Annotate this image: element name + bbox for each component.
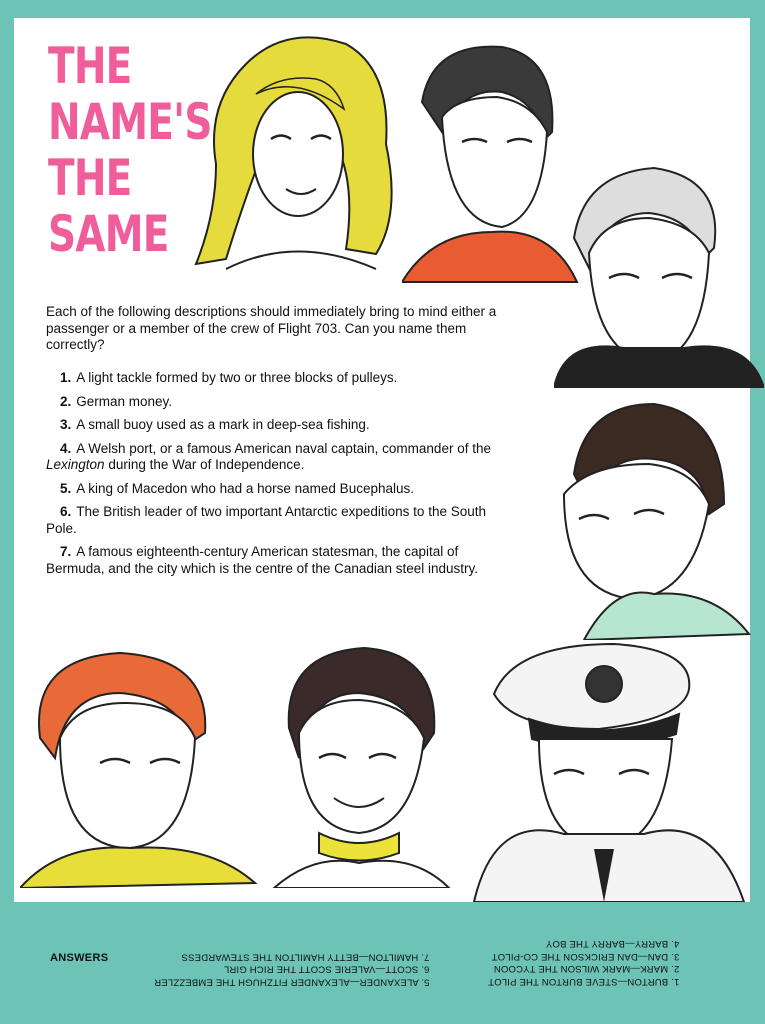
ship-name: Lexington <box>46 457 105 472</box>
portrait-boy <box>20 638 260 888</box>
question-number: 3. <box>60 417 72 432</box>
answer-line: 5. ALEXANDER—ALEXANDER FITZHUGH THE EMBEZZLER <box>154 976 430 988</box>
title-line: THE <box>48 37 132 95</box>
answer-line: 3. DAN—DAN ERICKSON THE CO-PILOT <box>491 951 680 962</box>
question-text: A light tackle formed by two or three blocks of pulleys. <box>76 370 398 385</box>
answer-line: 2. MARK—MARK WILSON THE TYCOON <box>493 963 680 975</box>
question-number: 4. <box>60 440 72 456</box>
page-panel <box>14 18 750 902</box>
answers-block-right <box>488 937 679 987</box>
question-item <box>46 417 502 434</box>
portrait-stewardess <box>264 638 454 888</box>
question-text: German money. <box>76 393 173 409</box>
answers-block-left <box>154 950 429 988</box>
portrait-naval-officer <box>454 634 750 902</box>
question-text: A small buoy used as a mark in deep-sea fishing. <box>76 417 370 432</box>
question-number: 1. <box>60 370 72 385</box>
answers-label: ANSWERS <box>50 952 109 964</box>
answer-line: 1. BURTON—STEVE BURTON THE PILOT <box>488 976 680 987</box>
title-line: SAME <box>48 205 169 263</box>
intro-paragraph: Each of the following descriptions should immediately bring to mind either a passenger or a member of the crew of Flight 703. Can you name them correctly? <box>46 304 497 352</box>
question-number: 6. <box>60 504 72 519</box>
answer-line: 4. BARRY—BARRY THE BOY <box>545 938 680 950</box>
answer-line: 7. HAMILTON—BETTY HAMILTON THE STEWARDESS <box>181 951 430 963</box>
question-text: The British leader of two important Antarctic expeditions to the South Pole. <box>46 504 486 536</box>
question-number: 7. <box>60 544 72 559</box>
question-item <box>46 504 502 537</box>
portrait-blonde-woman <box>186 24 416 274</box>
answer-line: 6. SCOTT—VALERIE SCOTT THE RICH GIRL <box>223 964 430 975</box>
portrait-grey-man <box>554 158 764 388</box>
question-number: 2. <box>60 393 72 409</box>
question-item <box>46 544 502 577</box>
question-text: A famous eighteenth-century American statesman, the capital of Bermuda, and the city which is the centre of the Canadian steel industry. <box>46 544 478 576</box>
title-line: NAME'S <box>48 93 212 151</box>
question-item <box>46 394 502 411</box>
question-item <box>46 441 502 474</box>
title-line: THE <box>48 149 132 207</box>
question-item <box>46 481 502 498</box>
question-text: during the War of Independence. <box>104 457 305 472</box>
question-number: 5. <box>60 480 72 496</box>
question-text: A Welsh port, or a famous American naval captain, commander of the <box>76 440 491 456</box>
question-item <box>46 370 502 387</box>
question-text: A king of Macedon who had a horse named Bucephalus. <box>76 480 414 496</box>
question-list <box>46 370 502 584</box>
portrait-dark-man <box>544 394 754 640</box>
